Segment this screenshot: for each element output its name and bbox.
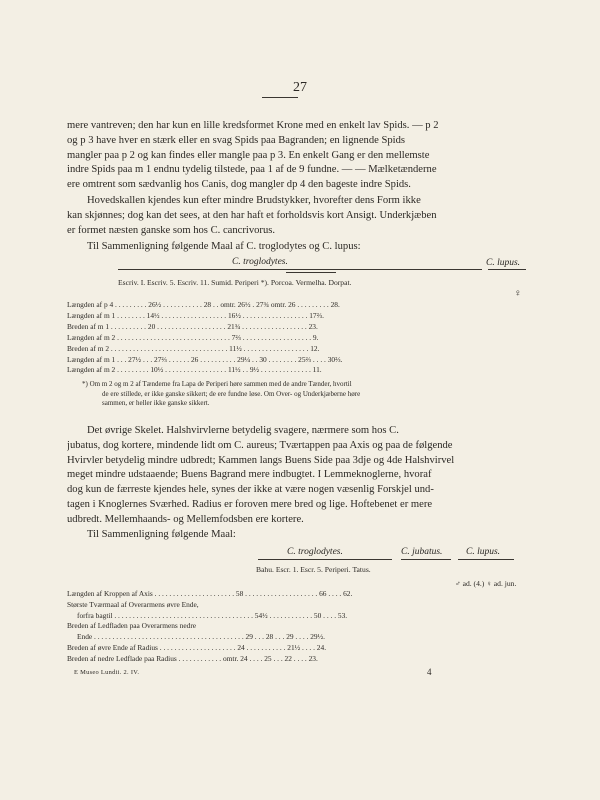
footer-sheet-number: 4 xyxy=(427,667,432,677)
comparison-intro-1: Til Sammenligning følgende Maal af C. troglodytes og C. lupus: xyxy=(87,241,361,252)
footnote-line: sammen, er heller ikke ganske sikkert. xyxy=(102,399,210,407)
table2-column-headers: Bahu. Escr. 1. Escr. 5. Periperi. Tatus. xyxy=(256,565,371,574)
text-line: tagen i Knoglernes Sværhed. Radius er foroven mere bred og lige. Hoftebenet er mere xyxy=(67,498,433,510)
table-row: Længden af p 4 . . . . . . . . . 26½ . . . . . . . . . . . 28 . . omtr. 26½ . 27¾ omtr. 26 . . . . . . . . . 28. xyxy=(67,300,340,309)
text-line: og p 3 have hver en stærk eller en svag Spids paa Bagranden; en lignende Spids xyxy=(67,134,406,146)
table2-group-rule-lupus xyxy=(458,559,514,560)
table-row: Breden af nedre Ledflade paa Radius . . . . . . . . . . . . omtr. 24 . . . . 25 . . . 22 . . . . 23. xyxy=(67,653,318,663)
table1-group-lupus: C. lupus. xyxy=(486,258,521,268)
table2-group-jubatus: C. jubatus. xyxy=(401,547,443,557)
footnote-line: *) Om m 2 og m 2 af Tænderne fra Lapa de Periperi høre sammen med de andre Tænder, hvortil xyxy=(82,380,352,388)
paragraph-2 xyxy=(67,194,532,238)
page-number-rule xyxy=(262,97,298,98)
table1-group-rule-lupus xyxy=(488,269,526,270)
table2-group-lupus: C. lupus. xyxy=(466,547,501,557)
table-row: Længden af m 1 . . . 27½ . . . 27⅔ . . . . . . 26 . . . . . . . . . . 29¼ . . 30 . . . . . . . . 25⅔ . . . . 30⅔. xyxy=(67,354,343,364)
table-row: Ende . . . . . . . . . . . . . . . . . . . . . . . . . . . . . . . . . . . . . . . . . 29 . . . 28 . . . 29 . . . . 29½. xyxy=(77,632,325,642)
text-line: kan skjønnes; dog kan det sees, at den har haft et forholdsvis kort Ansigt. Underkjæben xyxy=(67,209,437,221)
table-row: forfra bagtil . . . . . . . . . . . . . . . . . . . . . . . . . . . . . . . . . . . . . . 54½ . . . . . . . . . . . . 50 . . . . 53. xyxy=(77,610,348,620)
table-row: Breden af m 1 . . . . . . . . . . 20 . . . . . . . . . . . . . . . . . . . 21¾ . . . . . . . . . . . . . . . . . . 23. xyxy=(67,321,318,331)
text-line: udbredt. Mellemhaands- og Mellemfodsben ere kortere. xyxy=(67,513,304,525)
paragraph-3 xyxy=(67,424,532,528)
table2-body xyxy=(67,589,537,665)
table1-group-troglodytes: C. troglodytes. xyxy=(232,257,288,267)
table2-group-rule-jubatus xyxy=(401,559,451,560)
table-row: Længden af m 2 . . . . . . . . . . . . . . . . . . . . . . . . . . . . . . . 7⅔ . . . . . . . . . . . . . . . . . . . 9. xyxy=(67,332,319,342)
table-row: Længden af m 1 . . . . . . . . 14½ . . . . . . . . . . . . . . . . . . 16½ . . . . . . . . . . . . . . . . . . 17⅔. xyxy=(67,310,325,320)
paragraph-1 xyxy=(67,119,532,193)
text-line: dog kun de færreste kjendes hele, synes der ikke at være nogen væsenlig Forskjel und- xyxy=(67,484,434,496)
table2-sex-columns: ♂ ad. (4.) ♀ ad. jun. xyxy=(455,579,517,588)
text-line: Det øvrige Skelet. Halshvirvlerne betydelig svagere, nærmere som hos C. xyxy=(87,425,399,436)
table-row: Længden af m 2 . . . . . . . . . 10½ . . . . . . . . . . . . . . . . . 11½ . . 9½ . . . . . . . . . . . . . . 11. xyxy=(67,365,322,375)
text-line: Hovedskallen kjendes kun efter mindre Brudstykker, hvorefter dens Form ikke xyxy=(87,195,421,206)
table1-footnote xyxy=(82,380,532,409)
text-line: indre Spids paa m 1 endnu tydelig tilstede, paa 1 af de 9 fundne. — — Mælketænderne xyxy=(67,164,437,176)
text-line: meget mindre udstaaende; Buens Bagrand mere indbugtet. I Lemmeknoglerne, hvoraf xyxy=(67,469,432,481)
text-line: jubatus, dog kortere, mindende lidt om C. aureus; Tværtappen paa Axis og paa de følgende xyxy=(67,439,453,451)
table1-body xyxy=(67,300,537,376)
text-line: ere omtrent som sædvanlig hos Canis, dog mangler dp 4 den bageste indre Spids. xyxy=(67,179,411,191)
table2-group-rule xyxy=(258,559,392,560)
table1-group-rule-short xyxy=(286,272,336,273)
table2-group-troglodytes: C. troglodytes. xyxy=(287,547,343,557)
page-number: 27 xyxy=(293,80,307,95)
text-line: Hvirvler betydelig mindre udbredt; Kammen langs Buens Side paa 3dje og 4de Halshvirvel xyxy=(67,454,455,466)
female-symbol: ♀ xyxy=(514,288,522,299)
table-row: Største Tværmaal af Overarmens øvre Ende, xyxy=(67,599,199,609)
table-row: Længden af Kroppen af Axis . . . . . . . . . . . . . . . . . . . . . . 58 . . . . . . . . . . . . . . . . . . . . 66 . . . . 62. xyxy=(67,589,353,598)
table-row: Breden af øvre Ende af Radius . . . . . . . . . . . . . . . . . . . . . 24 . . . . . . . . . . . 21½ . . . . 24. xyxy=(67,642,327,652)
comparison-intro-2: Til Sammenligning følgende Maal: xyxy=(87,529,236,540)
footer-signature: E Museo Lundii. 2. IV. xyxy=(74,669,140,676)
table1-column-headers: Escriv. I. Escriv. 5. Escriv. 11. Sumid. Periperi *). Porcoa. Vermelha. Dorpat. xyxy=(118,278,352,287)
footnote-line: de ere stillede, er ikke ganske sikkert; de ere fundne løse. Om Over- og Underkjæberne høre xyxy=(102,389,361,398)
text-line: er formet næsten ganske som hos C. cancrivorus. xyxy=(67,224,276,236)
table-row: Breden af Ledfladen paa Overarmens nedre xyxy=(67,621,197,631)
table1-group-rule xyxy=(118,269,482,270)
table-row: Breden af m 2 . . . . . . . . . . . . . . . . . . . . . . . . . . . . . . . . 11½ . . . . . . . . . . . . . . . . . . 12. xyxy=(67,343,320,353)
text-line: mere vantreven; den har kun en lille kredsformet Krone med en enkelt lav Spids. — p 2 xyxy=(67,120,439,131)
text-line: mangler paa p 2 og kan findes eller mangle paa p 3. En enkelt Gang er den mellemste xyxy=(67,149,430,161)
